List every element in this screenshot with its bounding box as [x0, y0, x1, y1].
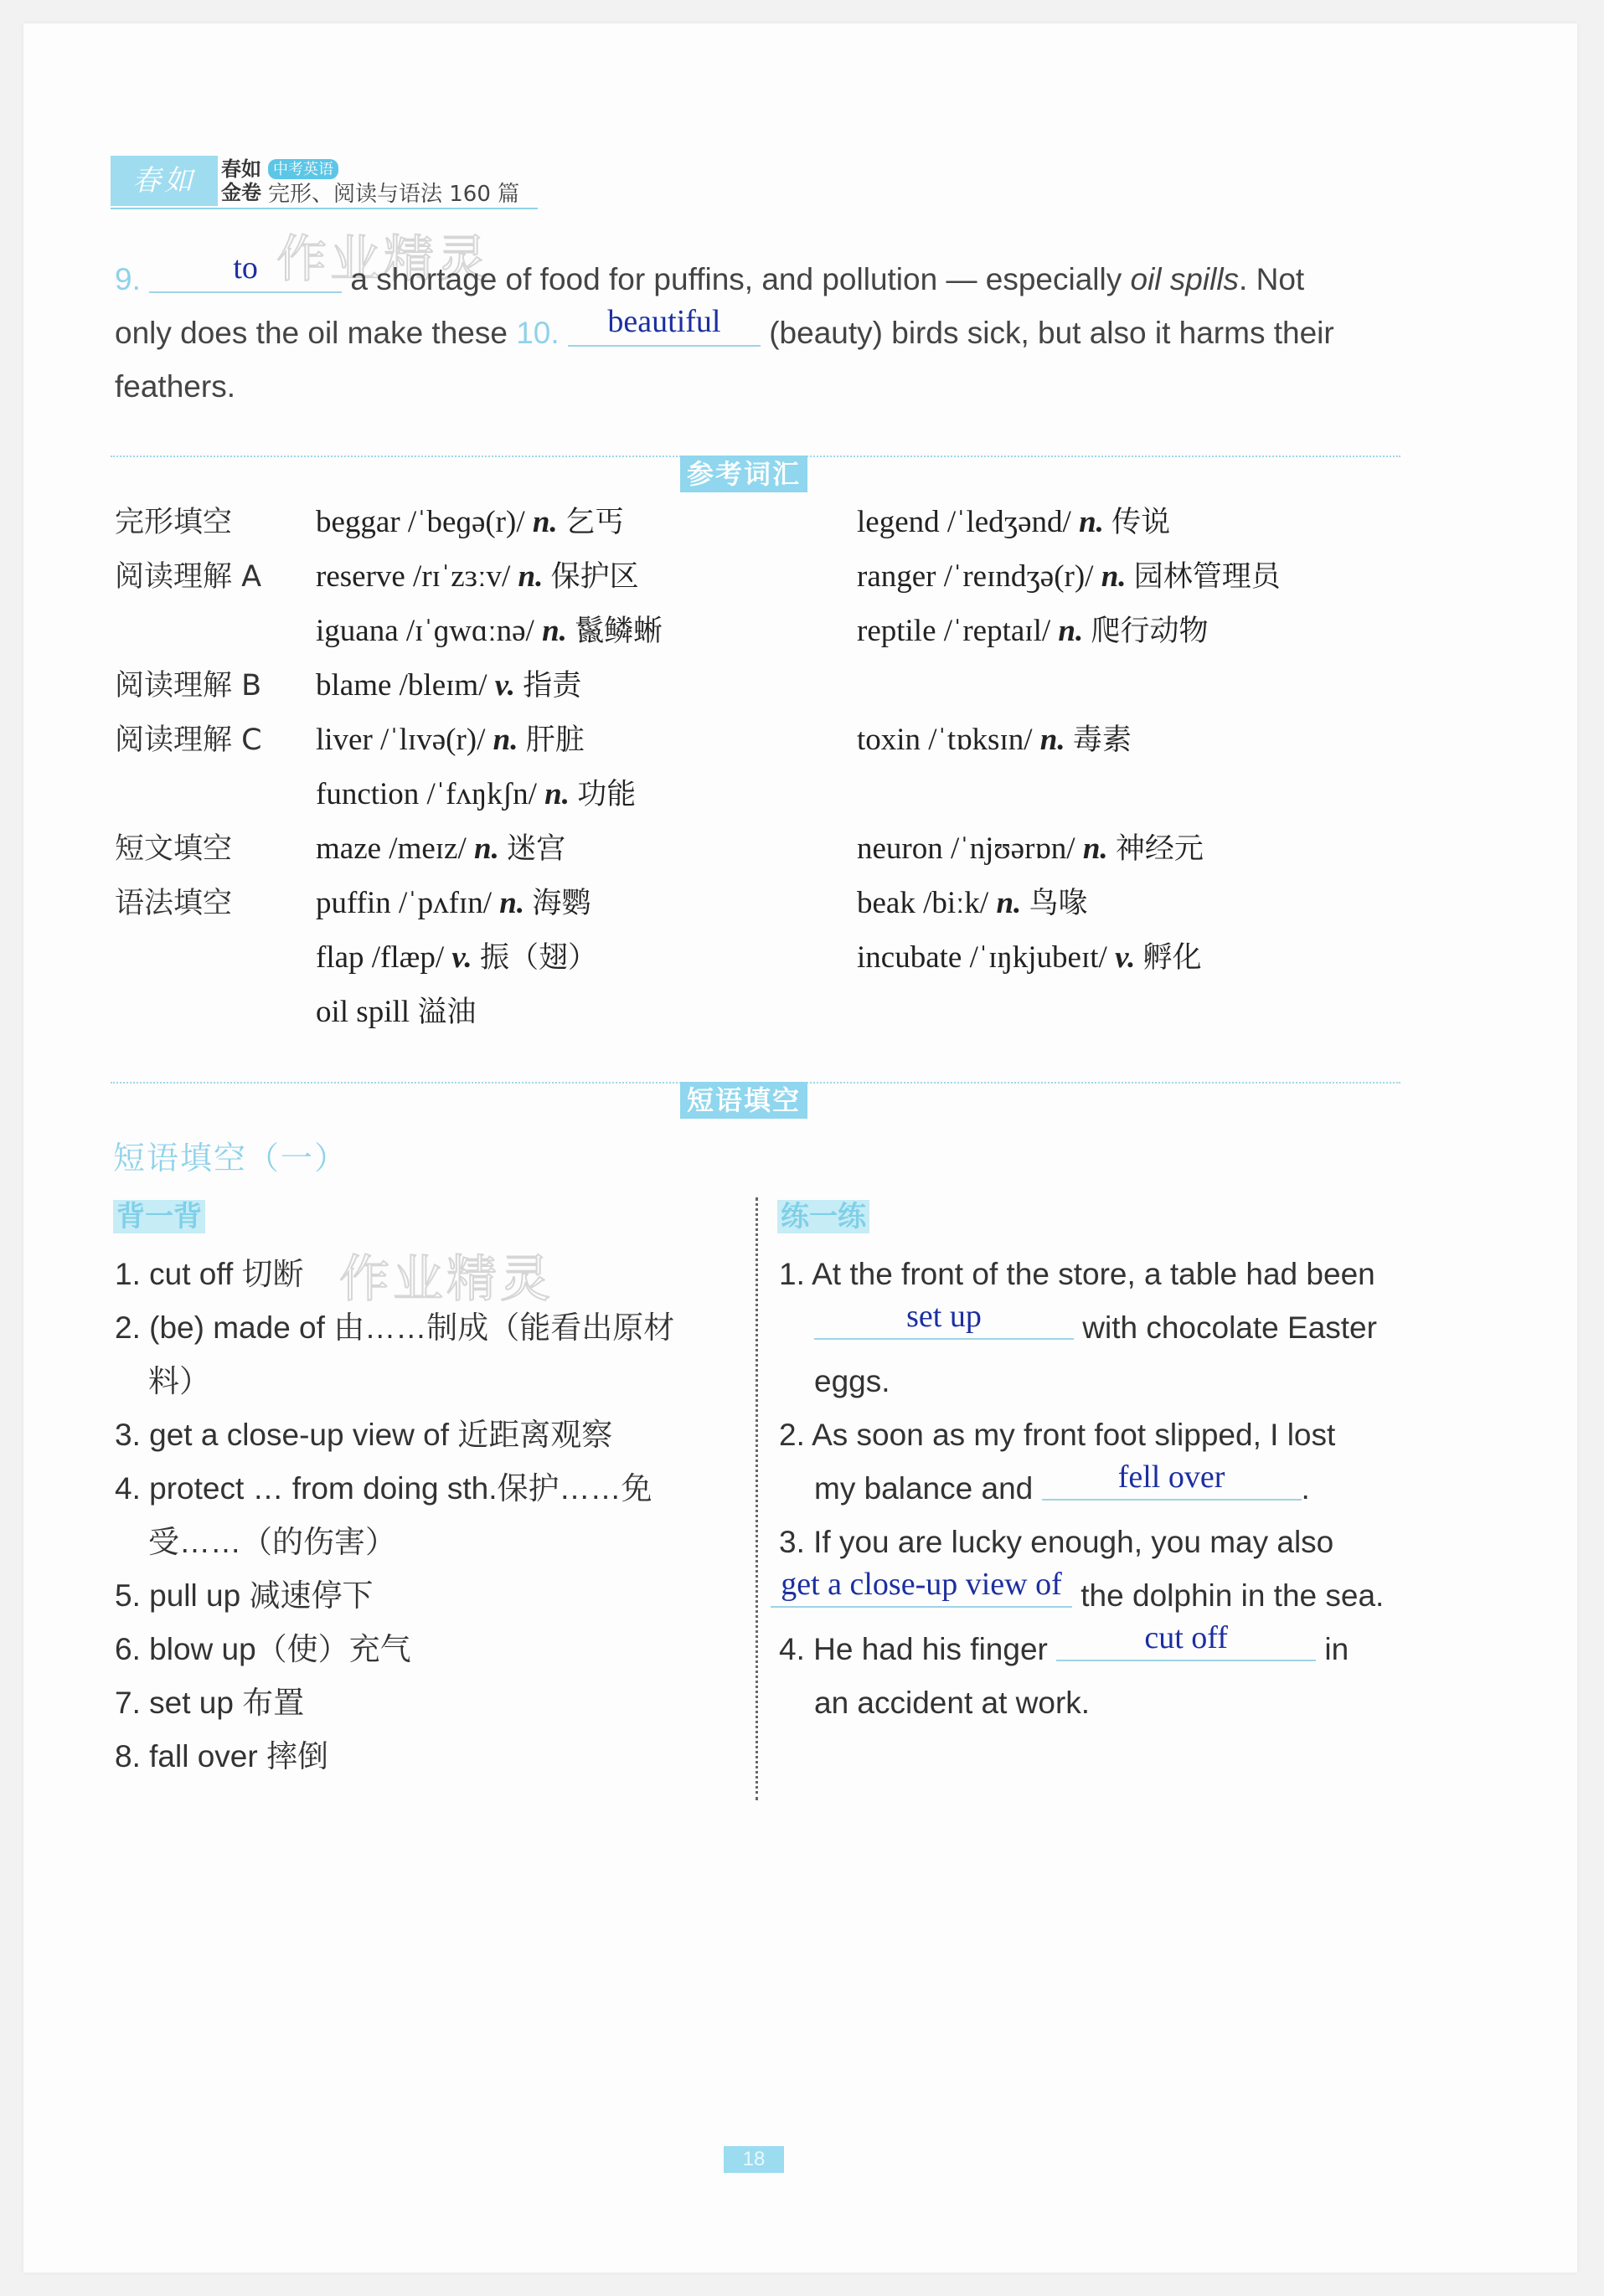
- list-item: 4. protect … from doing sth.保护……免 受……（的伤害）: [115, 1471, 652, 1559]
- vocab-category: 完形填空: [115, 506, 233, 539]
- vocab-category: 阅读理解 B: [115, 669, 262, 703]
- vocab-category: 语法填空: [115, 887, 233, 920]
- vocab-row: [115, 989, 1421, 1043]
- vocab-entry: incubate /ˈɪŋkjubeɪt/ v. 孵化: [857, 940, 1202, 975]
- answer-p3: get a close-up view of: [781, 1567, 1062, 1602]
- answer-blank-p1[interactable]: [814, 1301, 1074, 1340]
- exercise-item-4: 4. He had his finger cut off in an accident at work.: [779, 1620, 1349, 1720]
- vocab-row: [115, 717, 1421, 771]
- vocab-category: 短文填空: [115, 832, 233, 866]
- exercise-item-3: 3. If you are lucky enough, you may also get a close-up view of the dolphin in the sea.: [779, 1516, 1399, 1623]
- passage-line-1: [115, 250, 1399, 306]
- list-item: 5. pull up 减速停下: [115, 1578, 374, 1613]
- vocab-entry: function /ˈfʌŋkʃn/ n. 功能: [316, 777, 637, 811]
- vocab-entry: flap /flæp/ v. 振（翅）: [316, 940, 597, 975]
- vocab-entry: iguana /ɪˈɡwɑːnə/ n. 鬣鳞蜥: [316, 614, 663, 648]
- vocab-entry: reptile /ˈreptaɪl/ n. 爬行动物: [857, 614, 1209, 648]
- left-column-heading: 背一背: [113, 1200, 205, 1233]
- list-item: 8. fall over 摔倒: [115, 1739, 328, 1773]
- vocab-entry: maze /meɪz/ n. 迷宫: [316, 831, 566, 866]
- vocab-entry: neuron /ˈnjʊərɒn/ n. 神经元: [857, 831, 1204, 866]
- answer-blank-p2[interactable]: [1042, 1459, 1302, 1501]
- question-number-10: 10.: [516, 316, 560, 350]
- brand-badge: 中考英语: [268, 159, 338, 179]
- watermark: 作业精灵: [339, 1250, 554, 1309]
- list-item: 2. (be) made of 由……制成（能看出原材 料）: [115, 1310, 675, 1398]
- vocab-entry: oil spill 溢油: [316, 995, 477, 1029]
- answer-9: to: [233, 250, 258, 286]
- phrase-section-title: 短语填空: [680, 1082, 807, 1119]
- answer-p2: fell over: [1117, 1459, 1225, 1495]
- brand-line2: 金卷: [221, 181, 261, 204]
- answer-10: beautiful: [607, 304, 721, 339]
- vocab-row: [115, 880, 1421, 934]
- brand-logo: 春如: [111, 156, 218, 206]
- vocab-row: [115, 662, 1421, 717]
- exercise-item-2: 2. As soon as my front foot slipped, I lost my balance and fell over .: [779, 1418, 1336, 1506]
- answer-blank-10[interactable]: [568, 306, 761, 347]
- vocab-entry: ranger /ˈreɪndʒə(r)/ n. 园林管理员: [857, 559, 1281, 594]
- passage-text-2a: only does the oil make these: [115, 316, 517, 350]
- passage-line-2: [115, 306, 1399, 360]
- vocab-row: [115, 553, 1421, 608]
- vocab-category: 阅读理解 C: [115, 723, 262, 757]
- list-item: 1. cut off 切断: [115, 1257, 304, 1291]
- passage-text-1a: a shortage of food for puffins, and pollution — especially: [350, 262, 1131, 296]
- vocab-entry: liver /ˈlɪvə(r)/ n. 肝脏: [316, 723, 585, 757]
- watermark: 作业精灵: [276, 230, 491, 289]
- answer-blank-p4[interactable]: [1056, 1620, 1316, 1661]
- right-column-heading: 练一练: [777, 1200, 869, 1233]
- passage-oil-spills: oil spills: [1130, 262, 1240, 296]
- list-item: 6. blow up（使）充气: [115, 1632, 411, 1666]
- page-header: [111, 156, 546, 209]
- vocab-entry: reserve /rɪˈzɜːv/ n. 保护区: [316, 559, 639, 594]
- vocab-entry: legend /ˈledʒənd/ n. 传说: [857, 505, 1171, 539]
- passage-text-3: feathers.: [115, 369, 235, 404]
- answer-blank-p3[interactable]: [771, 1569, 1072, 1608]
- answer-blank-9[interactable]: [149, 250, 342, 293]
- vocab-row: [115, 499, 1421, 553]
- vocab-entry: toxin /ˈtɒksɪn/ n. 毒素: [857, 723, 1132, 757]
- vocab-row: [115, 826, 1421, 880]
- vocab-row: [115, 771, 1421, 826]
- exercise-item-1: 1. At the front of the store, a table had been set up with chocolate Easter eggs.: [779, 1257, 1377, 1398]
- vocab-section-title: 参考词汇: [680, 456, 807, 492]
- answer-p1: set up: [906, 1299, 982, 1334]
- question-number-9: 9.: [115, 262, 141, 296]
- vocab-category: 阅读理解 A: [115, 560, 262, 594]
- passage-text-2b: (beauty) birds sick, but also it harms their: [760, 316, 1334, 350]
- passage-text-1b: . Not: [1239, 262, 1305, 296]
- exercise-list: [779, 1248, 1399, 1730]
- list-item: 3. get a close-up view of 近距离观察: [115, 1418, 613, 1452]
- brand-line1: 春如: [221, 157, 261, 181]
- answer-p4: cut off: [1144, 1620, 1228, 1655]
- phrase-subtitle: 短语填空（一）: [113, 1140, 348, 1176]
- page-number: 18: [724, 2146, 784, 2173]
- vocab-entry: puffin /ˈpʌfɪn/ n. 海鹦: [316, 886, 591, 920]
- book-subtitle: 完形、阅读与语法 160 篇: [268, 182, 520, 207]
- passage-line-3: [115, 360, 1399, 414]
- vocab-entry: blame /bleɪm/ v. 指责: [316, 668, 582, 703]
- vocab-table: [115, 499, 1421, 1043]
- vocab-row: [115, 608, 1421, 662]
- brand-name: [221, 157, 261, 204]
- column-divider: [756, 1197, 758, 1800]
- vocab-entry: beak /biːk/ n. 鸟喙: [857, 886, 1088, 920]
- phrase-list: [115, 1248, 739, 1784]
- list-item: 7. set up 布置: [115, 1686, 305, 1720]
- vocab-row: [115, 934, 1421, 989]
- vocab-entry: beggar /ˈbeɡə(r)/ n. 乞丐: [316, 505, 624, 539]
- header-underline: [111, 208, 538, 209]
